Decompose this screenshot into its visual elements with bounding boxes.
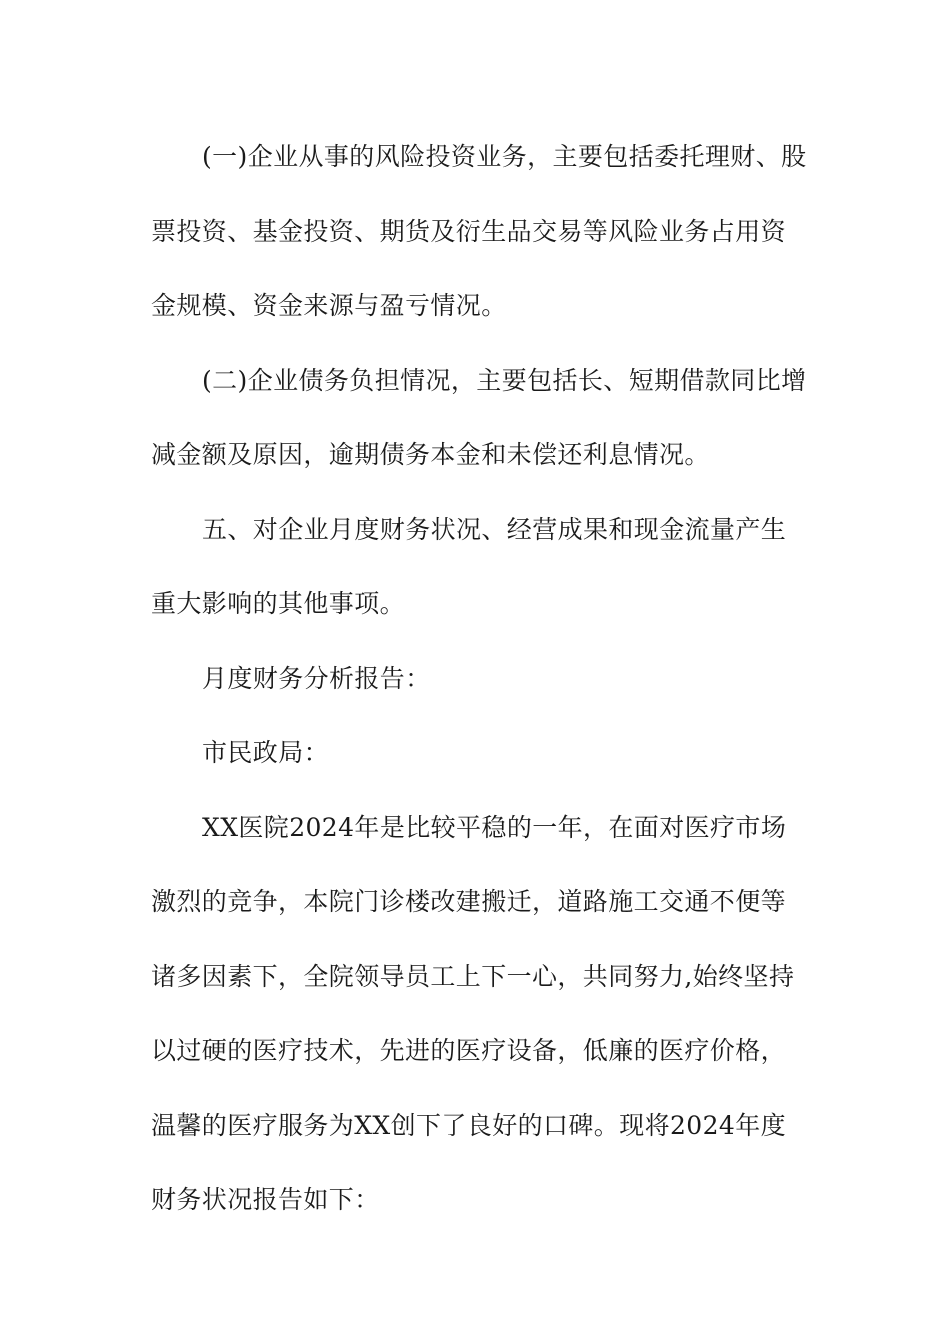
- paragraph-risk-investment: (一)企业从事的风险投资业务，主要包括委托理财、股票投资、基金投资、期货及衍生品交易等风险业务占用资金规模、资金来源与盈亏情况。: [151, 142, 807, 320]
- paragraph-hospital-summary: XX医院2024年是比较平稳的一年，在面对医疗市场激烈的竞争，本院门诊楼改建搬迁，道路施工交通不便等诸多因素下，全院领导员工上下一心，共同努力,始终坚持以过硬的医疗技术，先进的医疗设备，低廉的医疗价格，温馨的医疗服务为XX创下了良好的口碑。现将2024年度财务状况报告如下：: [151, 812, 795, 1214]
- paragraph-other-matters: 五、对企业月度财务状况、经营成果和现金流量产生重大影响的其他事项。: [151, 514, 787, 618]
- paragraph-report-heading: 月度财务分析报告：: [202, 663, 431, 693]
- paragraph-debt-burden: (二)企业债务负担情况，主要包括长、短期借款同比增减金额及原因，逾期债务本金和未偿还利息情况。: [151, 365, 807, 469]
- paragraph-addressee: 市民政局：: [202, 738, 330, 767]
- document-body: [151, 120, 811, 1238]
